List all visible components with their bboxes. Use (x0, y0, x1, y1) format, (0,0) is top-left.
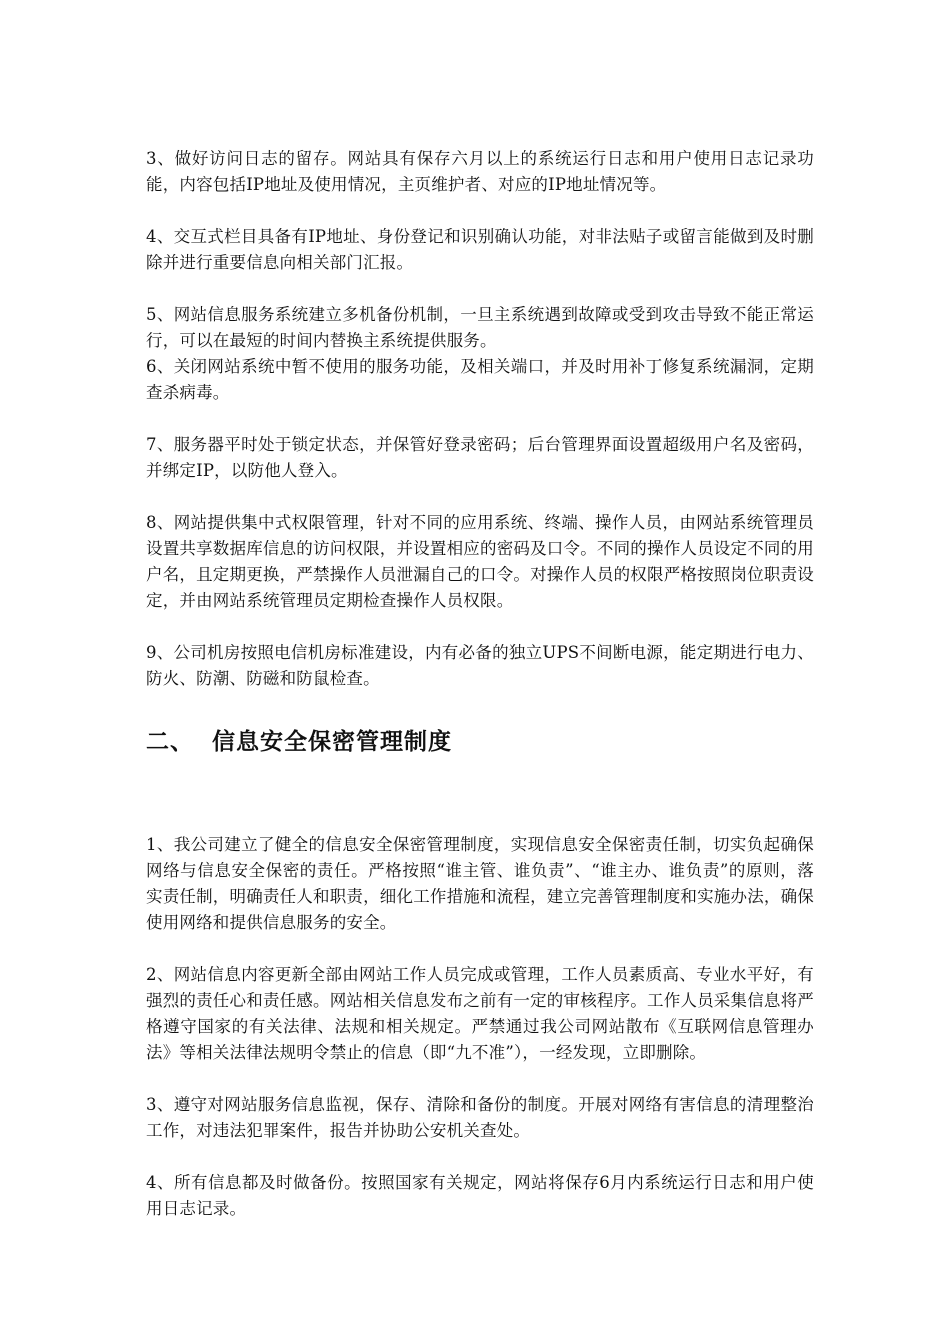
security-item-4: 4、所有信息都及时做备份。按照国家有关规定，网站将保存6月内系统运行日志和用户使用日志记录。 (146, 1173, 814, 1218)
security-item-1: 1、我公司建立了健全的信息安全保密管理制度，实现信息安全保密责任制，切实负起确保网络与信息安全保密的责任。严格按照“谁主管、谁负责”、“谁主办、谁负责”的原则，落实责任制，明确责任人和职责，细化工作措施和流程，建立完善管理制度和实施办法，确保使用网络和提供信息服务的安全。 (146, 835, 814, 932)
paragraph-item-8: 8、网站提供集中式权限管理，针对不同的应用系统、终端、操作人员，由网站系统管理员设置共享数据库信息的访问权限，并设置相应的密码及口令。不同的操作人员设定不同的用户名，且定期更换，严禁操作人员泄漏自己的口令。对操作人员的权限严格按照岗位职责设定，并由网站系统管理员定期检查操作人员权限。 (146, 513, 814, 610)
paragraph-item-5: 5、网站信息服务系统建立多机备份机制，一旦主系统遇到故障或受到攻击导致不能正常运行，可以在最短的时间内替换主系统提供服务。 (146, 305, 814, 350)
section-title: 信息安全保密管理制度 (212, 729, 452, 755)
paragraph-item-4: 4、交互式栏目具备有IP地址、身份登记和识别确认功能，对非法贴子或留言能做到及时删除并进行重要信息向相关部门汇报。 (146, 227, 814, 272)
security-item-3: 3、遵守对网站服务信息监视，保存、清除和备份的制度。开展对网络有害信息的清理整治工作，对违法犯罪案件，报告并协助公安机关查处。 (146, 1095, 814, 1140)
document-body (146, 146, 814, 1222)
paragraph-item-7: 7、服务器平时处于锁定状态，并保管好登录密码；后台管理界面设置超级用户名及密码，并绑定IP，以防他人登入。 (146, 435, 814, 480)
paragraph-item-3: 3、做好访问日志的留存。网站具有保存六月以上的系统运行日志和用户使用日志记录功能，内容包括IP地址及使用情况，主页维护者、对应的IP地址情况等。 (146, 149, 814, 194)
section-heading (146, 722, 814, 762)
security-item-2: 2、网站信息内容更新全部由网站工作人员完成或管理，工作人员素质高、专业水平好，有强烈的责任心和责任感。网站相关信息发布之前有一定的审核程序。工作人员采集信息将严格遵守国家的有关法律、法规和相关规定。严禁通过我公司网站散布《互联网信息管理办法》等相关法律法规明令禁止的信息（即“九不准”），一经发现，立即删除。 (146, 965, 814, 1062)
paragraph-item-6: 6、关闭网站系统中暂不使用的服务功能，及相关端口，并及时用补丁修复系统漏洞，定期查杀病毒。 (146, 357, 814, 402)
section-number: 二、 (146, 729, 194, 755)
paragraph-item-9: 9、公司机房按照电信机房标准建设，内有必备的独立UPS不间断电源，能定期进行电力、防火、防潮、防磁和防鼠检查。 (146, 643, 814, 688)
